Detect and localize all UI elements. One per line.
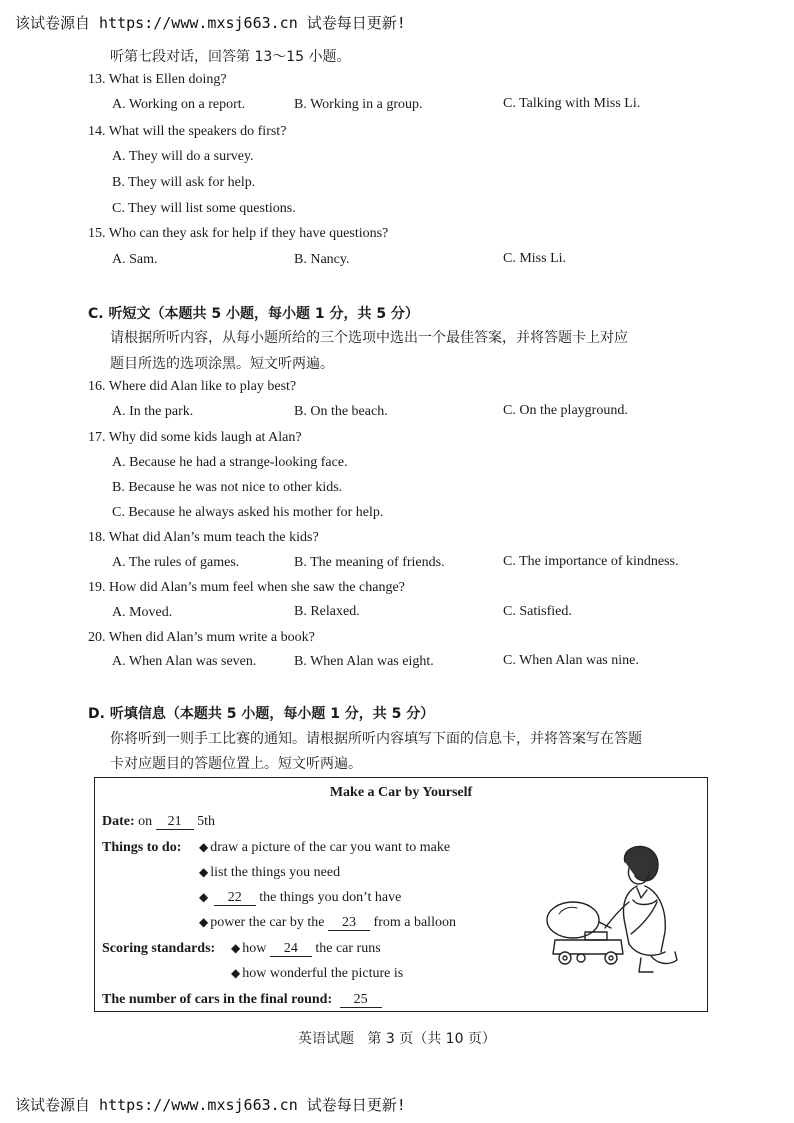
- diamond-bullet-icon: ◆: [199, 840, 209, 854]
- question-17: 17. Why did some kids laugh at Alan?: [88, 430, 302, 445]
- thing-3: ◆ 22 the things you don’t have: [199, 890, 402, 905]
- section-d-heading: D. 听填信息（本题共 5 小题，每小题 1 分，共 5 分）: [88, 706, 435, 722]
- thing-1: ◆ draw a picture of the car you want to make: [199, 840, 451, 855]
- option-17a: A. Because he had a strange-looking face.: [112, 455, 348, 470]
- info-card: [94, 777, 708, 1012]
- option-16c: C. On the playground.: [503, 403, 628, 418]
- question-13: 13. What is Ellen doing?: [88, 72, 227, 87]
- watermark-link[interactable]: https://www.mxsj663.cn: [99, 14, 298, 32]
- question-14: 14. What will the speakers do first?: [88, 124, 287, 139]
- option-13a: A. Working on a report.: [112, 97, 246, 112]
- option-13b: B. Working in a group.: [294, 97, 423, 112]
- section-c-instruction-2: 题目所选的选项涂黑。短文听两遍。: [110, 356, 334, 372]
- watermark-top: 该试卷源自 https://www.mxsj663.cn 试卷每日更新!: [15, 14, 406, 32]
- blank-21[interactable]: 21: [156, 814, 194, 830]
- diamond-bullet-icon: ◆: [231, 966, 241, 980]
- scoring-label: Scoring standards:: [102, 941, 216, 956]
- option-16a: A. In the park.: [112, 404, 194, 419]
- question-16: 16. Where did Alan like to play best?: [88, 379, 297, 394]
- thing-2: ◆ list the things you need: [199, 865, 341, 880]
- score-2: ◆ how wonderful the picture is: [231, 966, 404, 981]
- option-19c: C. Satisfied.: [503, 604, 572, 619]
- diamond-bullet-icon: ◆: [199, 865, 209, 879]
- thing-4: ◆ power the car by the 23 from a balloon: [199, 915, 456, 930]
- option-18b: B. The meaning of friends.: [294, 555, 445, 570]
- section-d-instruction-2: 卡对应题目的答题位置上。短文听两遍。: [110, 756, 362, 772]
- section-c-instruction-1: 请根据所听内容，从每小题所给的三个选项中选出一个最佳答案，并将答题卡上对应: [110, 330, 628, 346]
- option-19b: B. Relaxed.: [294, 604, 360, 619]
- diamond-bullet-icon: ◆: [199, 890, 209, 904]
- option-17b: B. Because he was not nice to other kids.: [112, 480, 343, 495]
- date-row: Date: on 21 5th: [102, 814, 216, 829]
- blank-23[interactable]: 23: [328, 915, 370, 931]
- option-14b: B. They will ask for help.: [112, 175, 256, 190]
- option-20b: B. When Alan was eight.: [294, 654, 434, 669]
- option-15a: A. Sam.: [112, 252, 158, 267]
- blank-24[interactable]: 24: [270, 941, 312, 957]
- option-13c: C. Talking with Miss Li.: [503, 96, 641, 111]
- question-19: 19. How did Alan’s mum feel when she saw the change?: [88, 580, 405, 595]
- things-label: Things to do:: [102, 840, 182, 855]
- option-15b: B. Nancy.: [294, 252, 350, 267]
- question-15: 15. Who can they ask for help if they have questions?: [88, 226, 389, 241]
- option-20c: C. When Alan was nine.: [503, 653, 639, 668]
- section-d-instruction-1: 你将听到一则手工比赛的通知。请根据所听内容填写下面的信息卡，并将答案写在答题: [110, 731, 642, 747]
- option-19a: A. Moved.: [112, 605, 173, 620]
- option-14a: A. They will do a survey.: [112, 149, 254, 164]
- watermark-link[interactable]: https://www.mxsj663.cn: [99, 1096, 298, 1114]
- section-c-heading: C. 听短文（本题共 5 小题，每小题 1 分，共 5 分）: [88, 306, 419, 322]
- question-20: 20. When did Alan’s mum write a book?: [88, 630, 315, 645]
- diamond-bullet-icon: ◆: [231, 941, 241, 955]
- final-round-row: The number of cars in the final round: 25: [102, 992, 382, 1008]
- card-title: Make a Car by Yourself: [329, 785, 473, 800]
- blank-25[interactable]: 25: [340, 992, 382, 1008]
- option-18a: A. The rules of games.: [112, 555, 240, 570]
- option-18c: C. The importance of kindness.: [503, 554, 679, 569]
- blank-22[interactable]: 22: [214, 890, 256, 906]
- option-16b: B. On the beach.: [294, 404, 388, 419]
- diamond-bullet-icon: ◆: [199, 915, 209, 929]
- option-14c: C. They will list some questions.: [112, 201, 296, 216]
- score-1: ◆ how 24 the car runs: [231, 941, 381, 956]
- page-footer: 英语试题 第 3 页（共 10 页）: [298, 1031, 496, 1047]
- child-balloon-car-illustration: [541, 840, 681, 980]
- option-20a: A. When Alan was seven.: [112, 654, 257, 669]
- question-18: 18. What did Alan’s mum teach the kids?: [88, 530, 319, 545]
- option-17c: C. Because he always asked his mother for help.: [112, 505, 384, 520]
- option-15c: C. Miss Li.: [503, 251, 567, 266]
- dialogue-intro: 听第七段对话，回答第 13～15 小题。: [110, 49, 351, 65]
- watermark-bottom: 该试卷源自 https://www.mxsj663.cn 试卷每日更新!: [15, 1096, 406, 1114]
